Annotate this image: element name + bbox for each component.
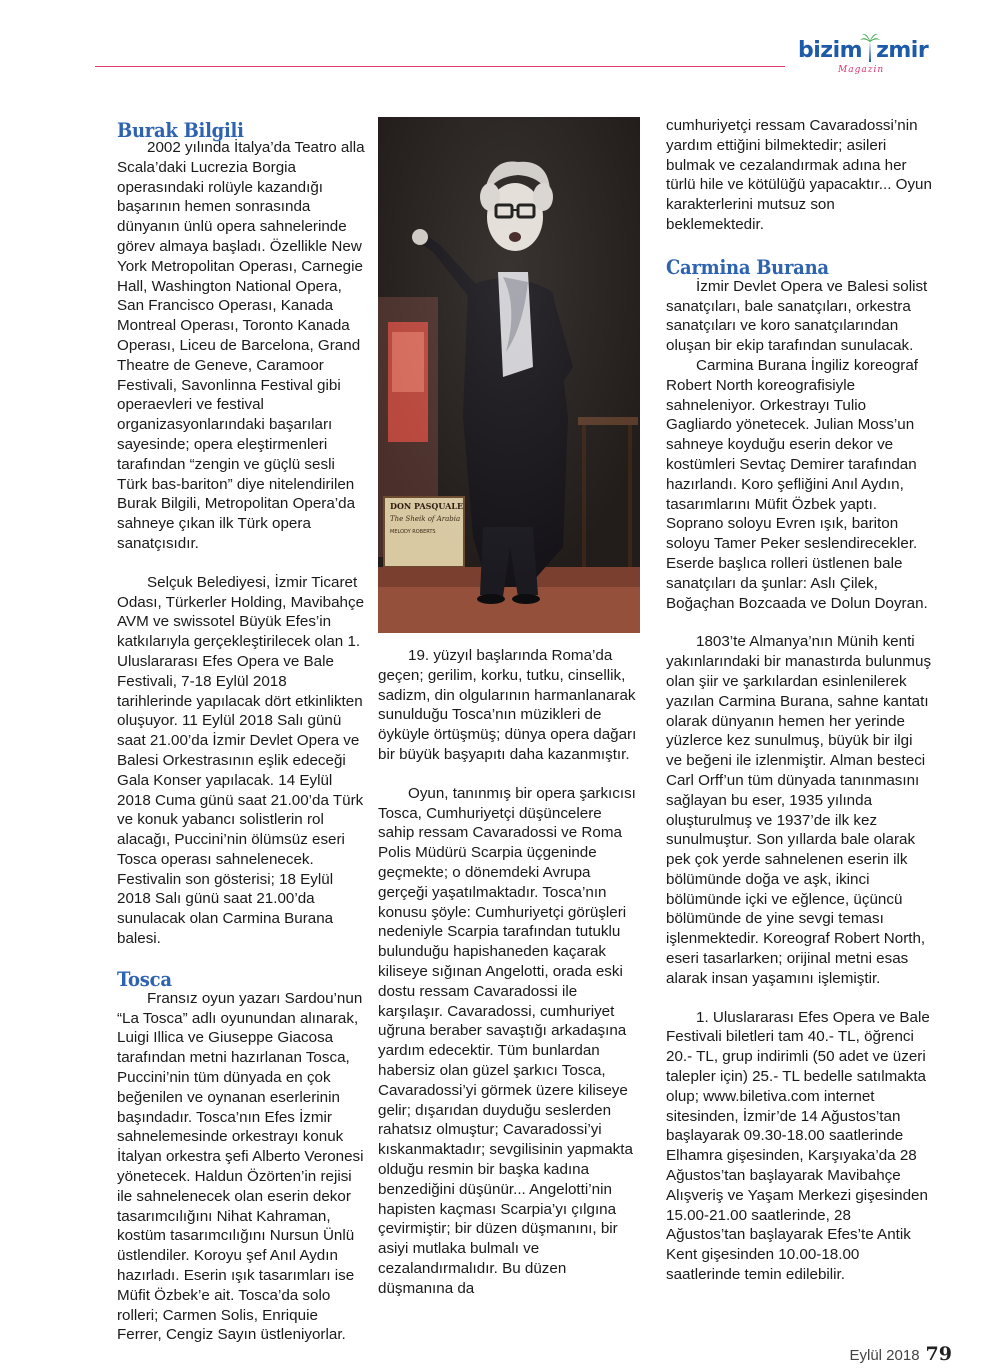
paragraph: Oyun, tanınmış bir opera şarkıcısı Tosca, Cumhuriyetçi düşüncelere sahip ressam Cavaradossi ve Roma Polis Müdürü Scarpia üçgeninde geçmekte; o dönemdeki Avrupa gerçeği yaşatılmaktadır. Tosca’nın konusu şöyle: Cumhuriyetçi görüşleri nedeniyle Scarpia tarafından tutuklu bulunduğu hapishaneden kaçarak kiliseye sığınan Angelotti, orada eski dostu ressam Cavaradossi ile karşılaşır. Cavaradossi, cumhuriyet uğruna beraber savaştığı arkadaşına yardım edecektir. Tüm bunlardan habersiz olan güzel şarkıcı Tosca, Cavaradossi’yi görmek üzere kiliseye gelir; dışarıdan duyduğu seslerden rahatsız olmuştur; Cavaradossi’yi kıskanmaktadır; sevgilisinin yapmakta olduğu resmin bir başka kadına benzediğini düşünür... Angelotti’nin hapisten kaçması Scarpia’yı çılgına çevirmiştir; bir düzen düşmanını, bir asiyi mutlaka bulmalı ve cezalandırmalıdır. Bu düzen düşmanına da bbox=[378, 784, 636, 1297]
paragraph: İzmir Devlet Opera ve Balesi solist sanatçıları, bale sanatçıları, orkestra sanatçıları ve koro sanatçılarından oluşan bir ekip tarafından sunulacak. bbox=[666, 277, 928, 355]
section-heading-carmina-burana: Carmina Burana bbox=[666, 254, 829, 279]
palm-tree-icon bbox=[860, 32, 880, 62]
logo-subtitle: Magazin bbox=[838, 65, 885, 75]
header-rule bbox=[95, 66, 785, 67]
issue-date: Eylül 2018 bbox=[849, 1347, 920, 1364]
section-heading-tosca: Tosca bbox=[117, 966, 172, 991]
paragraph: Fransız oyun yazarı Sardou’nun “La Tosca” adlı oyunundan alınarak, Luigi Illica ve Giuseppe Giacosa tarafından metni hazırlanan Tosca, Puccini’nin tüm dünyada en çok beğenilen ve oynanan eserlerinin başındadır. Tosca’nın Efes İzmir sahnelemesinde orkestrayı konuk İtalyan orkestra şefi Alberto Veronesi yönetecek. Haldun Özörten’in rejisi ile sahnelenecek olan eserin dekor tasarımcılığını Nihat Kahraman, kostüm tasarımcılığını Nursun Ünlü üstlendiler. Koroyu şef Anıl Aydın hazırladı. Eserin ışık tasarımları ise Müfit Özbek’e ait. Tosca’da solo rolleri; Carmen Solis, Enriquie Ferrer, Cengiz Sayın üstleniyorlar. bbox=[117, 989, 364, 1344]
paragraph: Carmina Burana İngiliz koreograf Robert North koreografisiyle sahneleniyor. Orkestrayı Tulio Gagliardo yönetecek. Julian Moss’un sahneye koyduğu eserin dekor ve kostümleri Sevtaç Demirer tarafından hazırlandı. Koro şefliğini Anıl Aydın, tasarımlarını Müfit Özbek yaptı. Soprano soloyu Evren ışık, bariton soloyu Tamer Peker seslendirecekler. Eserde başlıca rolleri üstlenen bale sanatçıları da şunlar: Aslı Çilek, Boğaçhan Bozcaada ve Dolun Doyran. bbox=[666, 356, 928, 612]
section-heading-burak-bilgili: Burak Bilgili bbox=[117, 118, 244, 142]
logo-text-left: bizim bbox=[798, 38, 863, 63]
paragraph: Selçuk Belediyesi, İzmir Ticaret Odası, Türkerler Holding, Mavibahçe AVM ve swissotel Büyük Efes’in katkılarıyla gerçekleştirilecek olan 1. Uluslararası Efes Opera ve Bale Festivali, 7-18 Eylül 2018 tarihlerinde yapılacak dört etkinlikten oluşuyor. 11 Eylül 2018 Salı günü saat 21.00’da İzmir Devlet Opera ve Balesi Orkestrasının eşlik edeceği Gala Konser yapılacak. 14 Eylül 2018 Cuma günü saat 21.00’da Türk ve konuk yabancı solistlerin rol alacağı, Puccini’nin ölümsüz eseri Tosca operası sahnelenecek. Festivalin son gösterisi; 18 Eylül 2018 Salı günü saat 21.00’da sunulacak olan Carmina Burana balesi. bbox=[117, 573, 365, 948]
page-number: 79 bbox=[925, 1343, 952, 1365]
column-middle bbox=[378, 646, 640, 1299]
paragraph: 19. yüzyıl başlarında Roma’da geçen; gerilim, korku, tutku, cinsellik, sadizm, din olgularının harmanlanarak sunulduğu Tosca’nın müzikleri de öyküyle örtüşmüş; dünya opera dağarı bir büyük başyapıtı daha kazanmıştır. bbox=[378, 647, 637, 763]
page-footer bbox=[849, 1343, 952, 1365]
stage-photo-drawing bbox=[378, 117, 640, 633]
paragraph: 2002 yılında İtalya’da Teatro alla Scala’daki Lucrezia Borgia operasındaki rolüyle kazandığı başarının hemen sonrasında dünyanın ünlü opera sahnelerinde görev almaya başladı. Özellikle New York Metropolitan Operası, Carnegie Hall, Washington National Opera, San Francisco Operası, Kanada Montreal Operası, Toronto Kanada Operası, Liceu de Barcelona, Grand Theatre de Geneve, Caramoor Festivali, Savonlinna Festival gibi operaevleri ve festival organizasyonlarındaki başarıları sayesinde; opera eleştirmenleri tarafından “zengin ve güçlü sesli Türk bas-bariton” diye nitelendirilen Burak Bilgili, Metropolitan Opera’da sahneye çıkan ilk Türk opera sanatçısıdır. bbox=[117, 139, 365, 552]
magazine-logo bbox=[798, 32, 948, 82]
paragraph: 1. Uluslararası Efes Opera ve Bale Festivali biletleri tam 40.- TL, öğrenci 20.- TL, grup indirimli (50 adet ve üzeri talepler için) 25.- TL bedelle satılmakta olup; www.biletiva.com internet sitesinden, İzmir’de 14 Ağustos’tan başlayarak 09.30-18.00 saatlerinde Elhamra gişesinden, Karşıyaka’da 28 Ağustos’tan başlayarak Mavibahçe Alışveriş ve Yaşam Merkezi gişesinden 15.00-21.00 saatlerinde, 28 Ağustos’tan başlayarak Efes’te Antik Kent gişesinden 10.00-18.00 saatlerinde temin edilebilir. bbox=[666, 1008, 930, 1284]
column-right bbox=[666, 116, 932, 1285]
paragraph: 1803’te Almanya’nın Münih kenti yakınlarındaki bir manastırda bulunmuş olan şiir ve şarkılardan esinlenilerek yazılan Carmina Burana, sahne kantatı olarak dünyanın hemen her yerinde yüzlerce kez sunulmuş, büyük bir ilgi ve beğeni ile izlenmiştir. Alman besteci Carl Orff’un tüm dünyada tanınmasını sağlayan bu eser, 1935 yılında oluşturulmuş ve 1937’de ilk kez sunulmuştur. Son yıllarda bale olarak pek çok yerde sahnelenen eserin ilk bölümünde doğa ve aşk, ikinci bölümünde içki ve eğlence, üçüncü bölümünde de yine sevgi teması işlenmektedir. Koreograf Robert North, eseri tasarlarken; orijinal metni esas alarak insan yaşamını işlemiştir. bbox=[666, 633, 932, 987]
stage-photo bbox=[378, 117, 640, 633]
logo-text-right: zmir bbox=[876, 38, 929, 63]
paragraph: cumhuriyetçi ressam Cavaradossi’nin yardım ettiğini bilmektedir; asileri bulmak ve cezalandırmak adına her türlü hile ve kötülüğü yapacaktır... Oyun karakterlerini mutsuz son beklemektedir. bbox=[666, 117, 932, 233]
column-left bbox=[117, 118, 365, 1345]
